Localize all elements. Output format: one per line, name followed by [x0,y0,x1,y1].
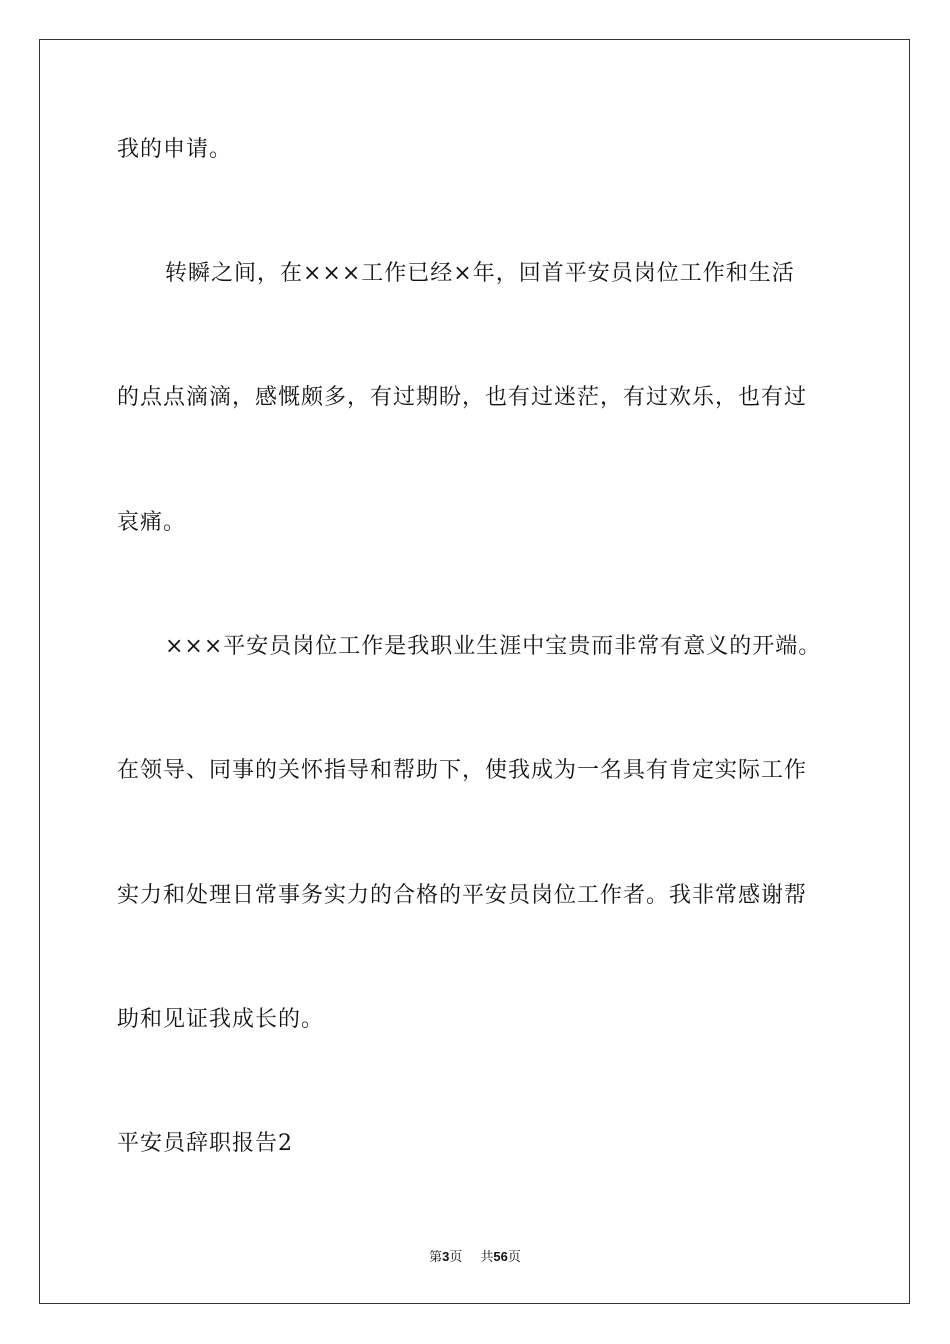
paragraph-2-line-4: 助和见证我成长的。 [117,1007,325,1032]
paragraph-1-line-3: 哀痛。 [117,510,187,535]
paragraph-1-line-1: 转瞬之间，在×××工作已经×年，回首平安员岗位工作和生活 [165,261,795,286]
page-footer [0,1248,950,1267]
paragraph-2-line-3: 实力和处理日常事务实力的合格的平安员岗位工作者。我非常感谢帮 [117,883,808,908]
page-suffix: 页 [449,1250,463,1265]
page-border [39,39,910,1304]
section-heading: 平安员辞职报告2 [117,1131,293,1156]
page-number: 3 [442,1249,450,1264]
page-prefix: 第 [429,1250,443,1265]
paragraph-1-line-2: 的点点滴滴，感慨颇多，有过期盼，也有过迷茫，有过欢乐，也有过 [117,385,808,410]
total-prefix: 共 [480,1250,494,1265]
total-suffix: 页 [507,1250,521,1265]
paragraph-2-line-2: 在领导、同事的关怀指导和帮助下，使我成为一名具有肯定实际工作 [117,758,808,783]
text-line-1: 我的申请。 [117,137,233,162]
total-pages: 56 [493,1249,508,1264]
paragraph-2-line-1: ×××平安员岗位工作是我职业生涯中宝贵而非常有意义的开端。 [165,634,822,659]
